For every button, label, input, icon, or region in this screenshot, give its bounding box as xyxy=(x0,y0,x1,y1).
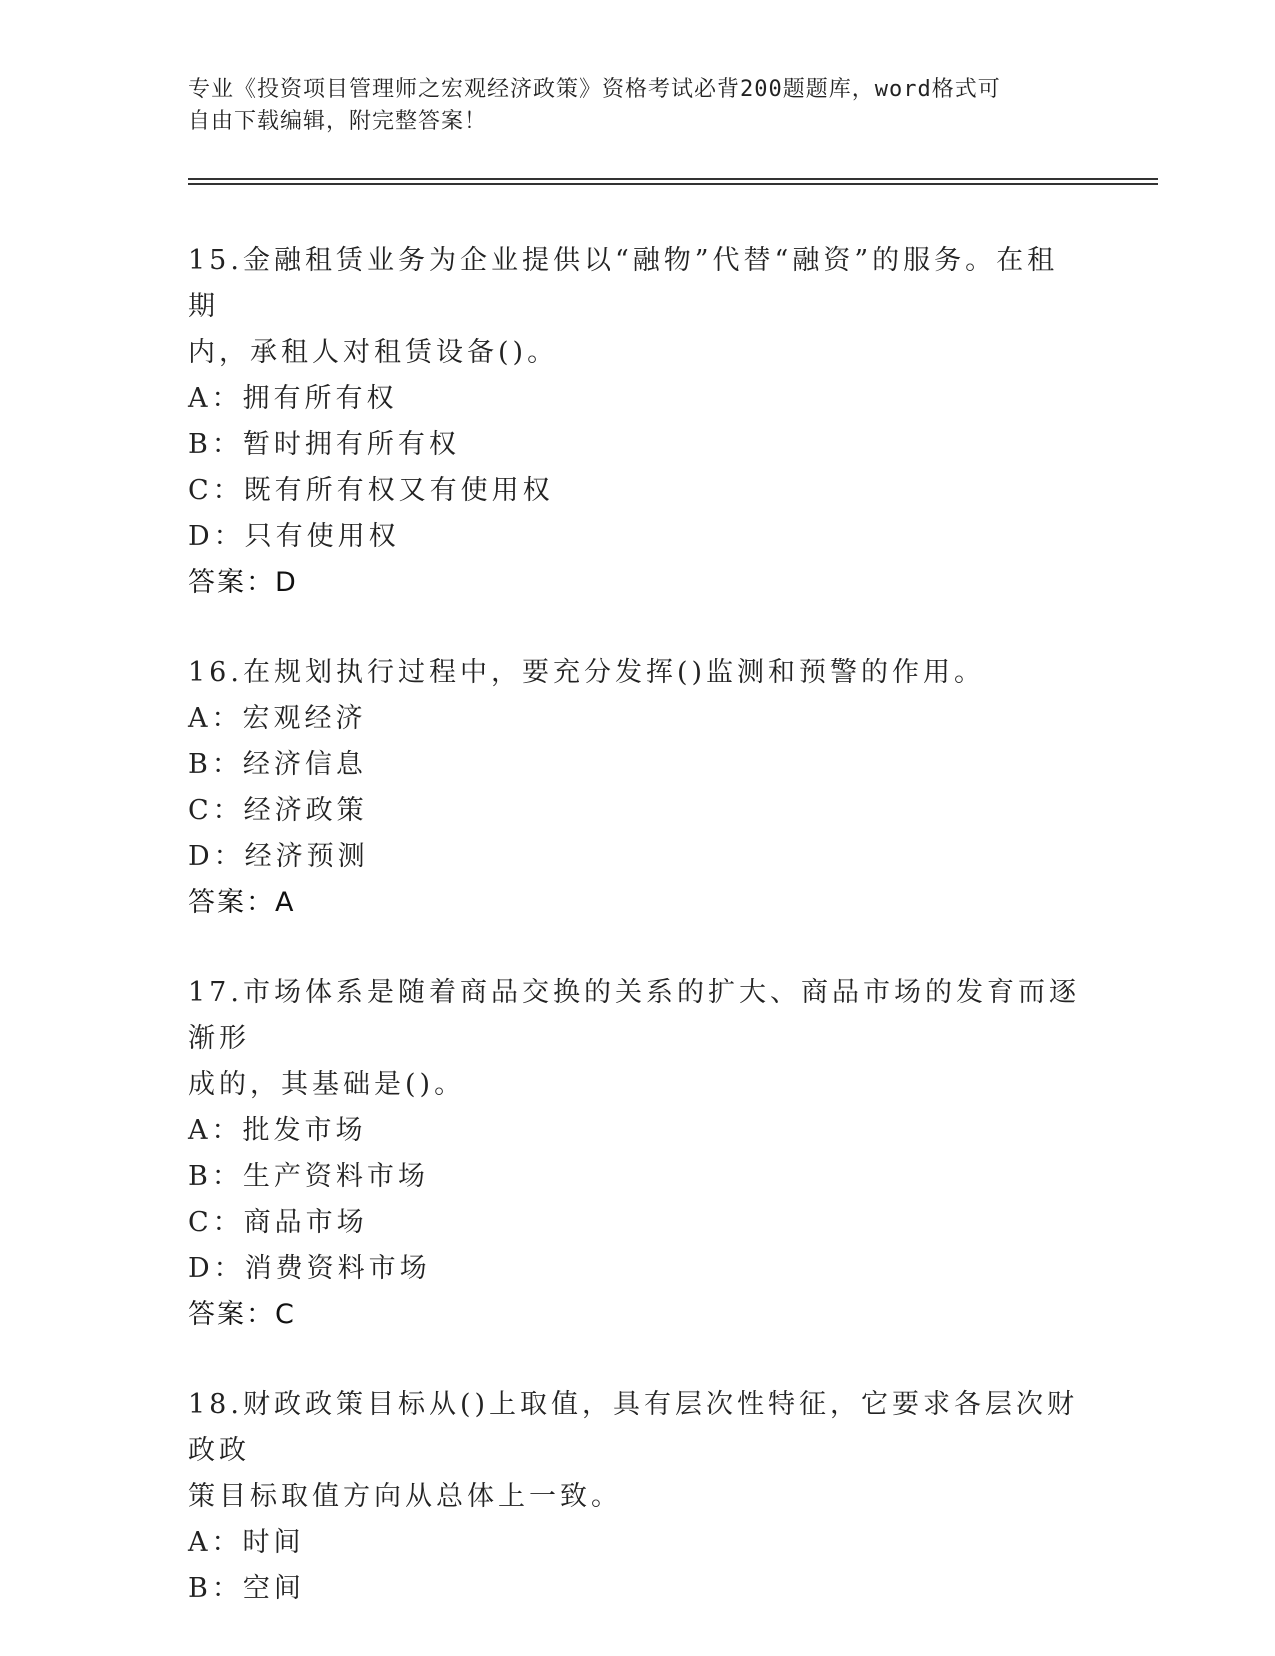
header-divider-bottom xyxy=(188,183,1158,185)
question-stem-line: 16.在规划执行过程中，要充分发挥()监测和预警的作用。 xyxy=(188,657,986,688)
answer: 答案：D xyxy=(188,567,298,598)
question-stem-line: 18.财政政策目标从()上取值，具有层次性特征，它要求各层次财政政 xyxy=(188,1389,1079,1466)
question-15 xyxy=(188,238,1088,606)
option-b: B：暂时拥有所有权 xyxy=(188,429,460,460)
header-line-1: 专业《投资项目管理师之宏观经济政策》资格考试必背200题题库，word格式可 xyxy=(188,77,1001,102)
header-divider-top xyxy=(188,178,1158,180)
option-b: B：空间 xyxy=(188,1573,305,1604)
question-stem-line: 成的，其基础是()。 xyxy=(188,1069,466,1100)
question-stem-line: 15.金融租赁业务为企业提供以“融物”代替“融资”的服务。在租期 xyxy=(188,245,1059,322)
option-c: C：经济政策 xyxy=(188,795,368,826)
option-a: A：拥有所有权 xyxy=(188,383,398,414)
question-stem-line: 内，承租人对租赁设备()。 xyxy=(188,337,559,368)
option-a: A：时间 xyxy=(188,1527,305,1558)
header-line-2: 自由下载编辑，附完整答案！ xyxy=(188,109,488,134)
option-a: A：批发市场 xyxy=(188,1115,367,1146)
document-header xyxy=(188,74,1078,138)
question-18 xyxy=(188,1382,1088,1612)
option-d: D：经济预测 xyxy=(188,841,369,872)
option-b: B：生产资料市场 xyxy=(188,1161,429,1192)
option-d: D：只有使用权 xyxy=(188,521,400,552)
question-stem-line: 策目标取值方向从总体上一致。 xyxy=(188,1481,622,1512)
option-d: D：消费资料市场 xyxy=(188,1253,431,1284)
option-c: C：既有所有权又有使用权 xyxy=(188,475,554,506)
option-c: C：商品市场 xyxy=(188,1207,368,1238)
answer: 答案：A xyxy=(188,887,296,918)
option-b: B：经济信息 xyxy=(188,749,367,780)
answer: 答案：C xyxy=(188,1299,296,1330)
question-17 xyxy=(188,970,1088,1338)
option-a: A：宏观经济 xyxy=(188,703,367,734)
question-stem-line: 17.市场体系是随着商品交换的关系的扩大、商品市场的发育而逐渐形 xyxy=(188,977,1080,1054)
question-list xyxy=(188,238,1088,1656)
question-16 xyxy=(188,650,1088,926)
